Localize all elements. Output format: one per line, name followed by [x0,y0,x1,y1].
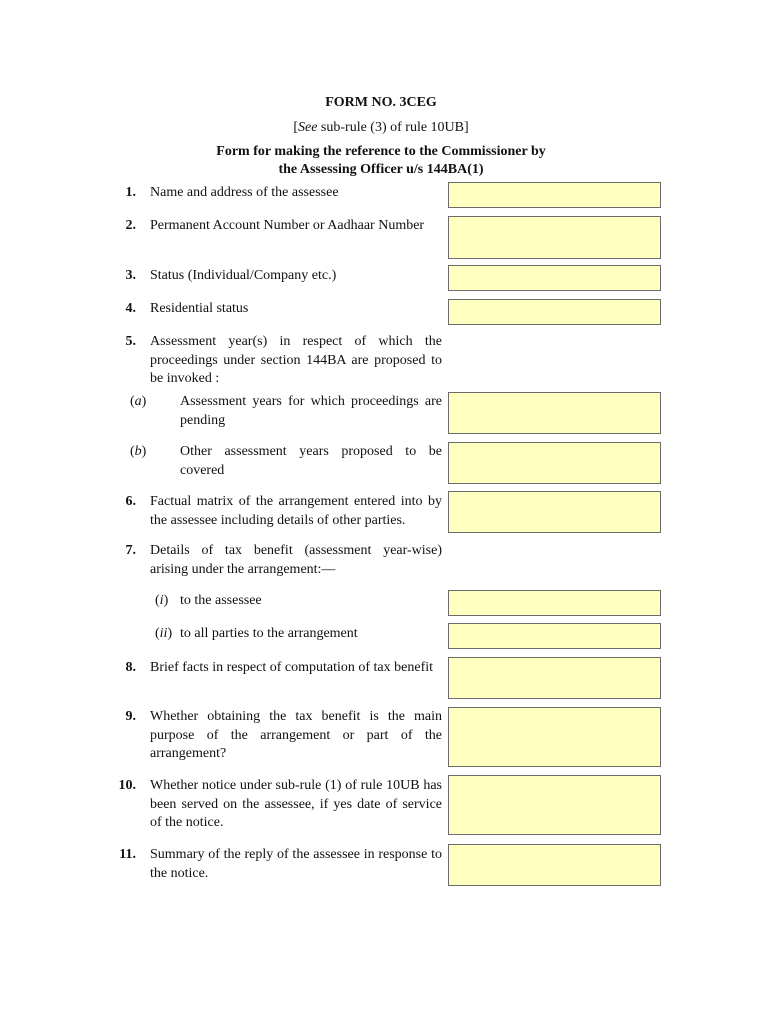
item-7i-text: to the assessee [180,593,262,608]
reply-summary-field[interactable] [448,844,661,886]
item-1-number: 1. [125,185,136,200]
item-8-label: Brief facts in respect of computation of tax benefit [150,660,434,675]
item-7i-marker-letter: i [159,593,164,608]
item-5-number: 5. [125,334,136,349]
main-purpose-field[interactable] [448,707,661,767]
item-5b-label [130,443,442,480]
factual-matrix-field[interactable] [448,491,661,533]
item-5a-label [130,393,442,430]
item-10-number: 10. [118,778,136,793]
computation-facts-field[interactable] [448,657,661,699]
form-title-line-1: Form for making the reference to the Commissioner by [216,144,546,159]
item-7i-label [155,592,442,611]
other-assessment-years-field[interactable] [448,442,661,484]
item-4-label: Residential status [150,301,249,316]
item-5a-marker-letter: a [134,394,142,409]
form-title-line-2: the Assessing Officer u/s 144BA(1) [278,162,484,177]
residential-status-field[interactable] [448,299,661,325]
rule-reference-bracket: [ [293,120,298,135]
status-field[interactable] [448,265,661,291]
item-3-label: Status (Individual/Company etc.) [150,268,337,283]
item-2-label: Permanent Account Number or Aadhaar Number [150,218,425,233]
item-11-number: 11. [119,847,136,862]
item-2-number: 2. [125,218,136,233]
tax-benefit-all-parties-field[interactable] [448,623,661,649]
item-6-label: Factual matrix of the arrangement entered into by the assessee including details of other parties. [150,494,442,528]
item-9-label: Whether obtaining the tax benefit is the main purpose of the arrangement or part of the arrangement? [150,709,442,761]
item-1-label: Name and address of the assessee [150,185,339,200]
item-7ii-marker: (ii) [155,626,173,641]
rule-reference-see: See [297,120,318,135]
item-11-label: Summary of the reply of the assessee in response to the notice. [150,847,442,881]
rule-reference [150,119,612,137]
item-7-number: 7. [125,543,136,558]
item-5b-marker: (b) [130,444,147,459]
item-8-number: 8. [125,660,136,675]
notice-service-field[interactable] [448,775,661,835]
pending-assessment-years-field[interactable] [448,392,661,434]
item-6-number: 6. [125,494,136,509]
item-4-number: 4. [125,301,136,316]
assessee-name-address-field[interactable] [448,182,661,208]
item-7ii-marker-letter: ii [159,626,168,641]
item-5b-marker-letter: b [134,444,142,459]
item-7ii-text: to all parties to the arrangement [180,626,358,641]
pan-aadhaar-field[interactable] [448,216,661,259]
tax-benefit-assessee-field[interactable] [448,590,661,616]
item-5a-marker: (a) [130,394,147,409]
form-title [150,143,612,179]
form-number: FORM NO. 3CEG [325,95,437,110]
item-10-label: Whether notice under sub-rule (1) of rule 10UB has been served on the assessee, if yes date of service of the notice. [150,778,442,830]
item-7-label: Details of tax benefit (assessment year-wise) arising under the arrangement:— [150,543,442,577]
item-9-number: 9. [125,709,136,724]
item-5b-text: Other assessment years proposed to be covered [180,444,442,478]
item-3-number: 3. [125,268,136,283]
item-7ii-label [155,625,442,644]
item-7i-marker: (i) [155,593,169,608]
item-5-label: Assessment year(s) in respect of which the proceedings under section 144BA are proposed to be invoked : [150,334,442,386]
rule-reference-text: sub-rule (3) of rule 10UB] [317,120,469,135]
item-5a-text: Assessment years for which proceedings are pending [180,394,442,428]
